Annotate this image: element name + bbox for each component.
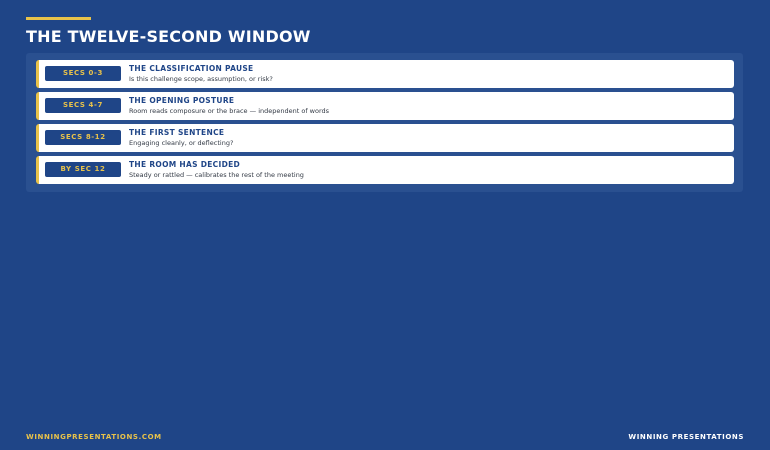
time-badge: SECS 0-3 — [45, 66, 121, 81]
time-badge: BY SEC 12 — [45, 162, 121, 177]
footer-website-link[interactable]: WINNINGPRESENTATIONS.COM — [26, 433, 162, 441]
footer-brand: WINNING PRESENTATIONS — [628, 433, 744, 441]
row-title: THE CLASSIFICATION PAUSE — [129, 64, 254, 73]
row-description: Steady or rattled — calibrates the rest of the meeting — [129, 171, 304, 179]
row-title: THE OPENING POSTURE — [129, 96, 235, 105]
timeline-row — [36, 156, 734, 184]
time-badge: SECS 8-12 — [45, 130, 121, 145]
title-accent-bar — [26, 17, 91, 20]
page-title: THE TWELVE-SECOND WINDOW — [26, 27, 311, 46]
row-title: THE FIRST SENTENCE — [129, 128, 225, 137]
timeline-row — [36, 124, 734, 152]
row-description: Room reads composure or the brace — independent of words — [129, 107, 330, 115]
timeline-row — [36, 92, 734, 120]
time-badge: SECS 4-7 — [45, 98, 121, 113]
timeline-panel — [26, 53, 743, 192]
row-description: Is this challenge scope, assumption, or risk? — [129, 75, 273, 83]
timeline-row — [36, 60, 734, 88]
row-title: THE ROOM HAS DECIDED — [129, 160, 241, 169]
row-description: Engaging cleanly, or deflecting? — [129, 139, 234, 147]
